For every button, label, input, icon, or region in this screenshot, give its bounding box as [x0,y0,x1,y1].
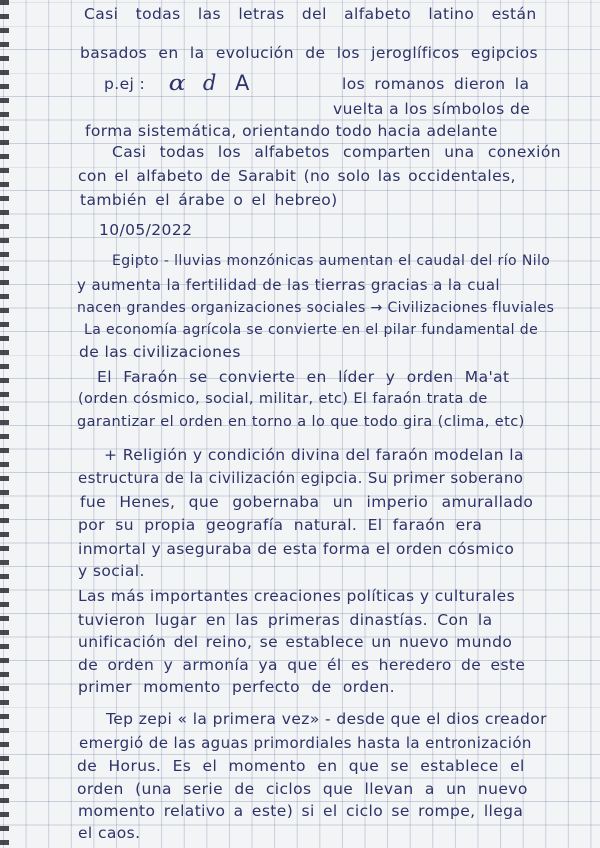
text-line: + Religión y condición divina del faraón modelan la [104,446,524,464]
text-line: Egipto - lluvias monzónicas aumentan el caudal del río Nilo [112,253,551,269]
text-line: basados en la evolución de los jeroglíficos egipcios [80,44,539,62]
text-line: Las más importantes creaciones políticas y culturales [78,587,516,605]
text-line: La economía agrícola se convierte en el pilar fundamental de [84,322,539,338]
text-line: Casi todas los alfabetos comparten una conexión [112,143,561,161]
text-line: primer momento perfecto de orden. [78,678,395,696]
text-line: estructura de la civilización egipcia. Su primer soberano [78,469,524,487]
text-line: tuvieron lugar en las primeras dinastías. Con la [78,611,493,629]
text-line: Casi todas las letras del alfabeto latino están [84,5,537,23]
text-line: nacen grandes organizaciones sociales → Civilizaciones fluviales [77,300,555,316]
text-line: los romanos dieron la [342,75,530,93]
text-line: por su propia geografía natural. El faraón era [78,516,483,534]
glyph-aleph-icon: ɑ [168,71,186,95]
text-line: con el alfabeto de Sarabit (no solo las occidentales, [78,167,516,185]
glyph-sequence [170,71,261,95]
spiral-binding [0,0,9,848]
text-line: de orden y armonía ya que él es heredero de este [78,656,526,674]
glyph-alpha-icon: d [202,71,217,95]
text-line: inmortal y aseguraba de esta forma el orden cósmico [78,540,515,558]
text-line: de las civilizaciones [79,343,241,361]
text-line: orden (una serie de ciclos que llevan a un nuevo [77,780,528,798]
text-line: Tep zepi « la primera vez» - desde que el dios creador [106,710,547,728]
text-line: el caos. [78,824,141,842]
text-line: momento relativo a este) si el ciclo se rompe, llega [78,802,524,820]
text-line: de Horus. Es el momento en que se establece el [77,757,525,775]
text-line: y aumenta la fertilidad de las tierras gracias a la cual [77,276,500,294]
text-line: unificación del reino, se establece un nuevo mundo [78,633,513,651]
text-line: forma sistemática, orientando todo hacia adelante [85,122,498,140]
text-line: garantizar el orden en torno a lo que todo gira (clima, etc) [77,414,525,430]
text-line: El Faraón se convierte en líder y orden Ma'at [97,368,510,386]
text-line: vuelta a los símbolos de [333,100,531,118]
text-line: p.ej : [104,75,146,93]
glyph-latin-a-icon: A [235,71,250,95]
text-line: y social. [78,562,145,580]
date-line: 10/05/2022 [99,221,193,239]
text-line: fue Henes, que gobernaba un imperio amurallado [80,493,534,511]
text-line: emergió de las aguas primordiales hasta la entronización [79,734,532,752]
text-line: (orden cósmico, social, militar, etc) El faraón trata de [78,391,488,407]
text-line: también el árabe o el hebreo) [80,191,338,209]
